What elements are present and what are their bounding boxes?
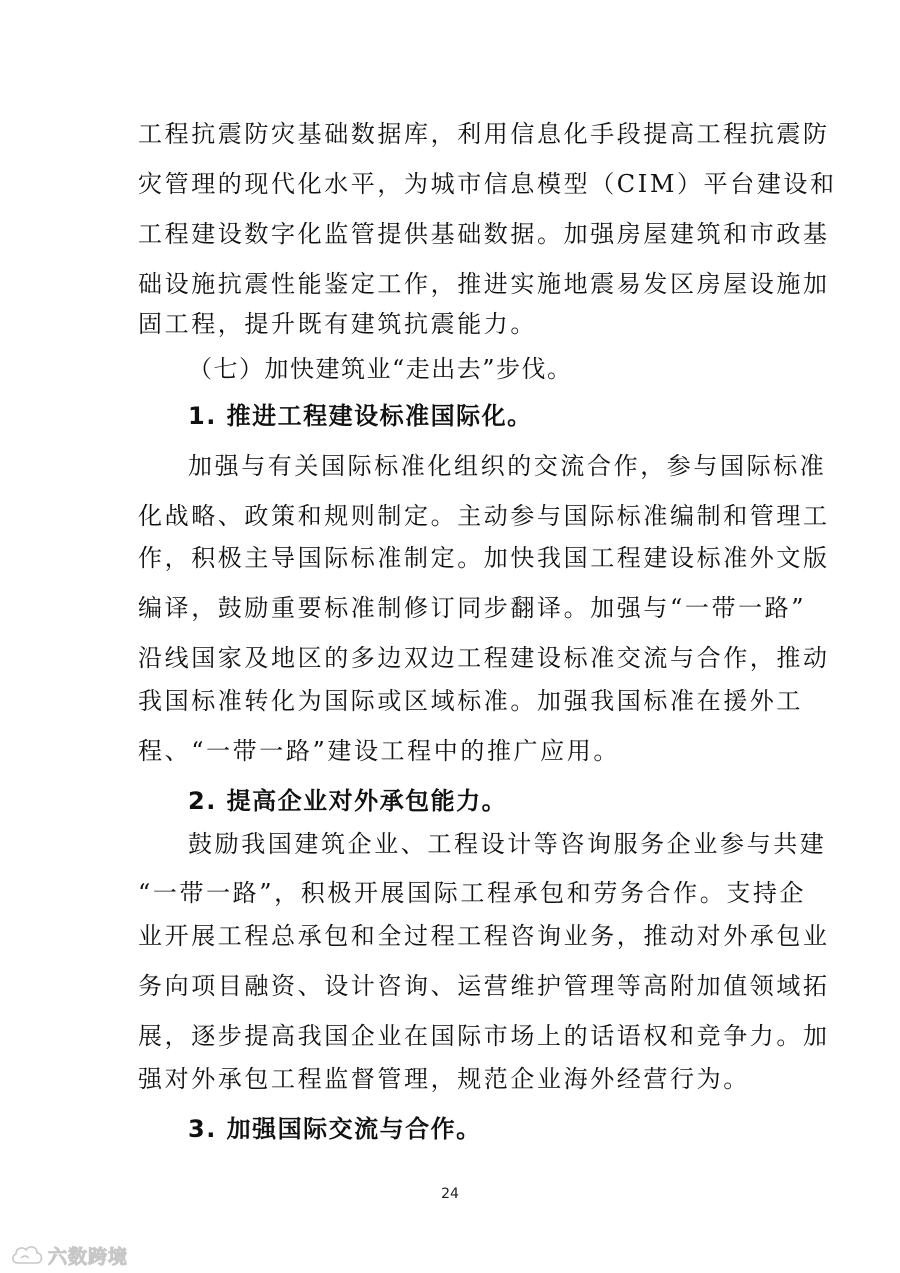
- paragraph-line: 务向项目融资、设计咨询、运营维护管理等高附加值领域拓: [138, 972, 830, 1000]
- subheading-2: 2. 提高企业对外承包能力。: [188, 787, 508, 815]
- paragraph-line: “一带一路”，积极开展国际工程承包和劳务合作。支持企: [138, 879, 807, 907]
- paragraph-line: 灾管理的现代化水平，为城市信息模型（CIM）平台建设和: [138, 170, 837, 198]
- paragraph-line: 化战略、政策和规则制定。主动参与国际标准编制和管理工: [138, 502, 830, 530]
- paragraph-line: 强对外承包工程监督管理，规范企业海外经营行为。: [138, 1065, 750, 1093]
- paragraph-line: 础设施抗震性能鉴定工作，推进实施地震易发区房屋设施加: [138, 270, 830, 298]
- section-heading: （七）加快建筑业“走出去”步伐。: [188, 355, 573, 383]
- paragraph-line: 固工程，提升既有建筑抗震能力。: [138, 310, 537, 338]
- cloud-logo-icon: [10, 1243, 44, 1267]
- watermark: [10, 1240, 128, 1270]
- paragraph-line: 工程抗震防灾基础数据库，利用信息化手段提高工程抗震防: [138, 120, 830, 148]
- subheading-1: 1. 推进工程建设标准国际化。: [188, 402, 533, 430]
- watermark-text: 六数跨境: [48, 1245, 129, 1268]
- page-number: 24: [441, 1186, 459, 1202]
- paragraph-line: 加强与有关国际标准化组织的交流合作，参与国际标准: [188, 452, 827, 480]
- paragraph-line: 展，逐步提高我国企业在国际市场上的话语权和竞争力。加: [138, 1022, 830, 1050]
- paragraph-line: 工程建设数字化监管提供基础数据。加强房屋建筑和市政基: [138, 220, 830, 248]
- paragraph-line: 业开展工程总承包和全过程工程咨询业务，推动对外承包业: [138, 922, 830, 950]
- paragraph-line: 沿线国家及地区的多边双边工程建设标准交流与合作，推动: [138, 644, 830, 672]
- paragraph-line: 程、“一带一路”建设工程中的推广应用。: [138, 737, 620, 765]
- subheading-3: 3. 加强国际交流与合作。: [188, 1115, 482, 1143]
- paragraph-line: 我国标准转化为国际或区域标准。加强我国标准在援外工: [138, 687, 803, 715]
- paragraph-line: 编译，鼓励重要标准制修订同步翻译。加强与“一带一路”: [138, 594, 807, 622]
- paragraph-line: 鼓励我国建筑企业、工程设计等咨询服务企业参与共建: [188, 830, 827, 858]
- paragraph-line: 作，积极主导国际标准制定。加快我国工程建设标准外文版: [138, 544, 830, 572]
